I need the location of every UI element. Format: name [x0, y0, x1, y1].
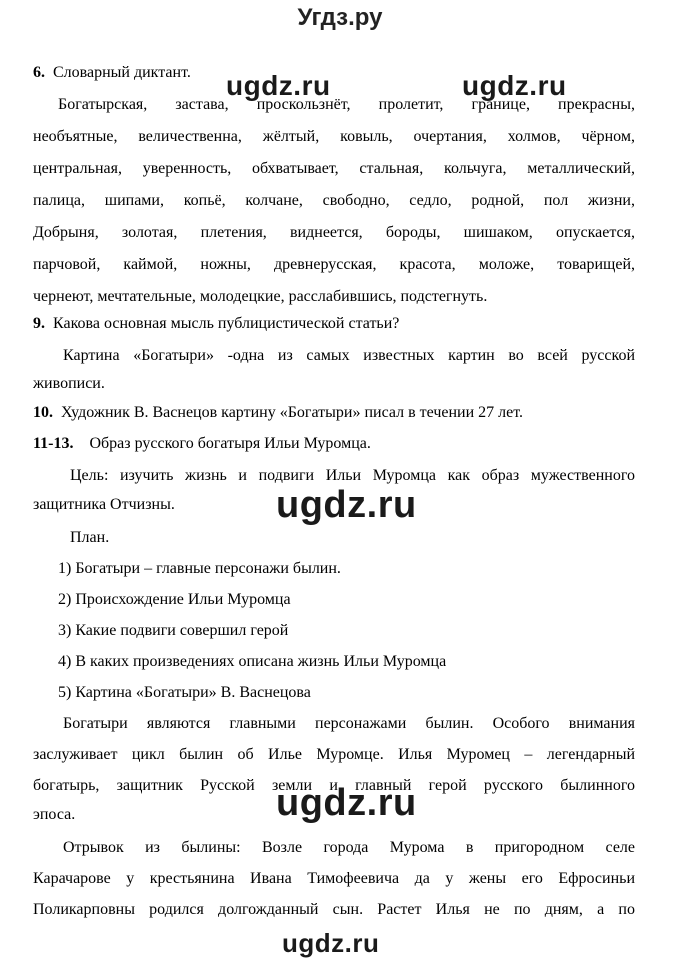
watermark-text: ugdz.ru [226, 70, 331, 101]
task6-line-1: Богатырская, застава, проскользнёт, пролетит, границе, прекрасны, [58, 96, 635, 113]
task10-line [33, 403, 523, 423]
plan-item-2: 2) Происхождение Ильи Муромца [58, 591, 291, 608]
task6-number: 6. [33, 64, 45, 81]
para1-line-3: богатырь, защитник Русской земли и главный герой русского былинного [33, 777, 635, 794]
task9-answer-line-2: живописи. [33, 375, 105, 392]
task6-line-2: необъятные, величественна, жёлтый, ковыль, очертания, холмов, чёрном, [33, 128, 635, 145]
para2-line-1: Отрывок из былины: Возле города Мурома в пригородном селе [63, 839, 635, 856]
task10-text: Художник В. Васнецов картину «Богатыри» писал в течении 27 лет. [61, 404, 524, 421]
task6-line-5: Добрыня, золотая, плетения, виднеется, бороды, шишаком, опускается, [33, 224, 635, 241]
task10-number: 10. [33, 404, 53, 421]
task9-number: 9. [33, 315, 45, 332]
plan-item-5: 5) Картина «Богатыри» В. Васнецова [58, 684, 311, 701]
task6-line-7: чернеют, мечтательные, молодецкие, расслабившись, подстегнуть. [33, 288, 488, 305]
para1-line-4: эпоса. [33, 806, 76, 823]
para1-line-2: заслуживает цикл былин об Илье Муромце. Илья Муромец – легендарный [33, 746, 635, 763]
para2-line-2: Карачарове у крестьянина Ивана Тимофеевича да у жены его Ефросиньи [33, 870, 635, 887]
task11-title: Образ русского богатыря Ильи Муромца. [89, 435, 371, 452]
task9-answer-line-1: Картина «Богатыри» -одна из самых известных картин во всей русской [63, 347, 635, 364]
watermark-text: ugdz.ru [276, 782, 417, 824]
site-header-title: Угдз.ру [297, 4, 383, 31]
task11-goal-line-2: защитника Отчизны. [33, 496, 175, 513]
para2-line-3: Поликарповны родился долгожданный сын. Растет Илья не по дням, а по [33, 901, 635, 918]
task9-question: Какова основная мысль публицистической статьи? [53, 315, 400, 332]
task11-heading [33, 434, 371, 454]
task6-line-6: парчовой, каймой, ножны, древнерусская, красота, моложе, товарищей, [33, 256, 635, 273]
task6-line-3: центральная, уверенность, обхватывает, стальная, кольчуга, металлический, [33, 160, 635, 177]
task9-heading [33, 314, 399, 334]
task11-number: 11-13. [33, 435, 74, 452]
plan-item-1: 1) Богатыри – главные персонажи былин. [58, 560, 341, 577]
task6-line-4: палица, шипами, копьё, колчане, свободно, седло, родной, пол жизни, [33, 192, 635, 209]
task11-goal-line-1: Цель: изучить жизнь и подвиги Ильи Муромца как образ мужественного [70, 467, 635, 484]
watermark-text: ugdz.ru [282, 928, 380, 958]
task6-title: Словарный диктант. [53, 64, 191, 81]
para1-line-1: Богатыри являются главными персонажами былин. Особого внимания [63, 715, 635, 732]
plan-item-4: 4) В каких произведениях описана жизнь Ильи Муромца [58, 653, 447, 670]
plan-item-3: 3) Какие подвиги совершил герой [58, 622, 289, 639]
task6-heading [33, 63, 191, 83]
task11-plan-label: План. [70, 529, 110, 546]
watermark-text: ugdz.ru [276, 484, 417, 526]
watermark-text: ugdz.ru [462, 70, 567, 101]
